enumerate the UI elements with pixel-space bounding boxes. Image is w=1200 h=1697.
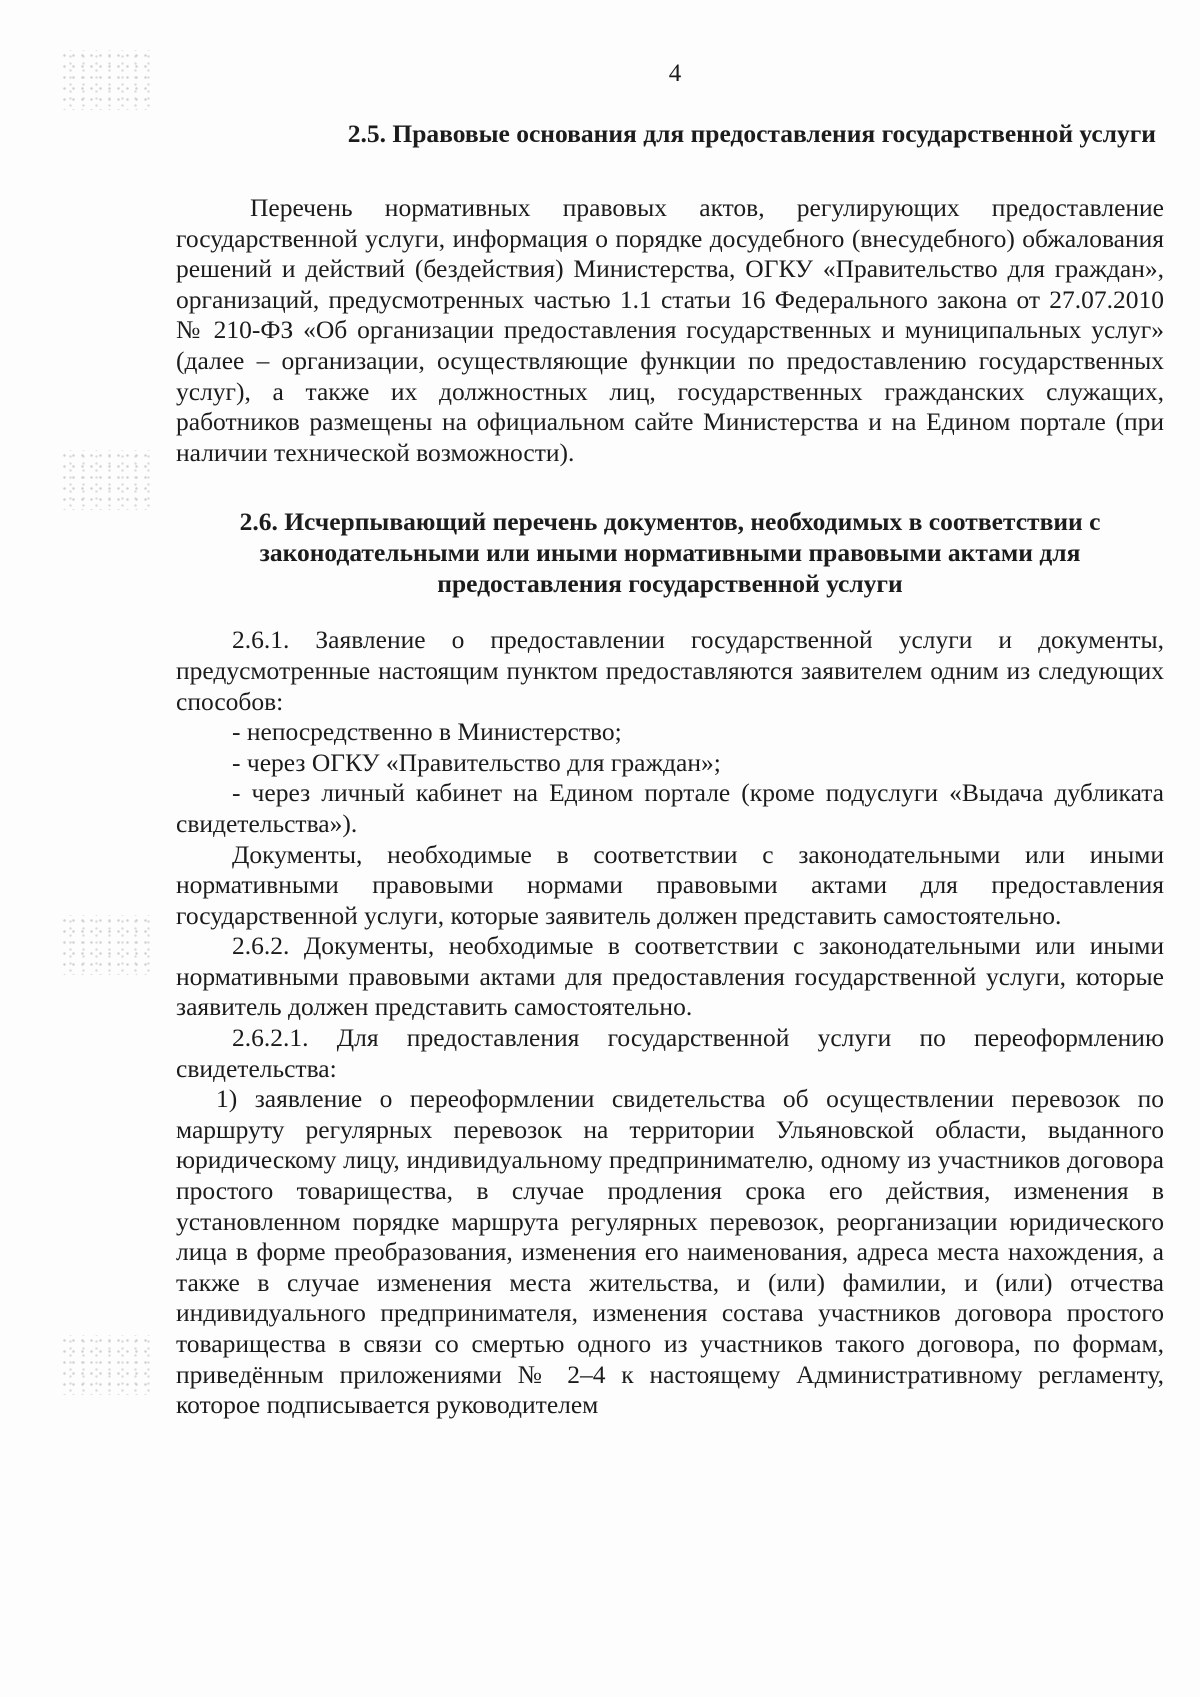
document-body [176, 118, 1164, 1421]
scan-noise [60, 1335, 150, 1395]
paragraph-legal-basis: Перечень нормативных правовых актов, регулирующих предоставление государственной услуги, информация о порядке досудебного (внесудебного) обжалования решений и действий (бездействия) Министерства, ОГКУ «Правительство для граждан», организаций, предусмотренных частью 1.1 статьи 16 Федерального закона от 27.07.2010 № 210-ФЗ «Об организации предоставления государственных и муниципальных услуг» (далее – организации, осуществляющие функции по предоставлению государственных услуг), а также их должностных лиц, государственных гражданских служащих, работников размещены на официальном сайте Министерства и на Едином портале (при наличии технической возможности). [176, 193, 1164, 467]
paragraph-documents: Документы, необходимые в соответствии с законодательными или иными нормативными правовыми нормами правовыми актами для предоставления государственной услуги, которые заявитель должен представить самостоятельно. [176, 839, 1164, 930]
page-number: 4 [668, 60, 682, 87]
list-item-method-1: - непосредственно в Министерство; [232, 717, 622, 747]
list-item-application: 1) заявление о переоформлении свидетельства об осуществлении перевозок по маршруту регулярных перевозок на территории Ульяновской области, выданного юридическому лицу, индивидуальному предпринимателю, одному из участников договора простого товарищества, в случае продления срока его действия, изменения в установленном порядке маршрута регулярных перевозок, реорганизации юридического лица в форме преобразования, изменения его наименования, адреса места нахождения, а также в случае изменения места жительства, и (или) фамилии, и (или) отчества индивидуального предпринимателя, изменения состава участников договора простого товарищества в связи со смертью одного из участников такого договора, по формам, приведённым приложениями № 2–4 к настоящему Административному регламенту, которое подписывается руководителем [176, 1084, 1164, 1420]
section-heading-2-5: 2.5. Правовые основания для предоставления государственной услуги [347, 119, 1156, 148]
list-item-method-3: - через личный кабинет на Едином портале (кроме подуслуги «Выдача дубликата свидетельства»). [176, 778, 1164, 838]
section-heading-2-6: 2.6. Исчерпывающий перечень документов, необходимых в соответствии с законодательными или иными нормативными правовыми актами для предоставления государственной услуги [239, 507, 1101, 599]
paragraph-2-6-2: 2.6.2. Документы, необходимые в соответствии с законодательными или иными нормативными правовыми актами для предоставления государственной услуги, которые заявитель должен представить самостоятельно. [176, 931, 1164, 1022]
scan-noise [60, 450, 150, 510]
scan-noise [60, 915, 150, 975]
list-item-method-2: - через ОГКУ «Правительство для граждан»; [232, 747, 721, 777]
paragraph-2-6-2-1: 2.6.2.1. Для предоставления государственной услуги по переоформлению свидетельства: [176, 1023, 1164, 1083]
paragraph-2-6-1: 2.6.1. Заявление о предоставлении государственной услуги и документы, предусмотренные настоящим пунктом предоставляются заявителем одним из следующих способов: [176, 625, 1164, 716]
